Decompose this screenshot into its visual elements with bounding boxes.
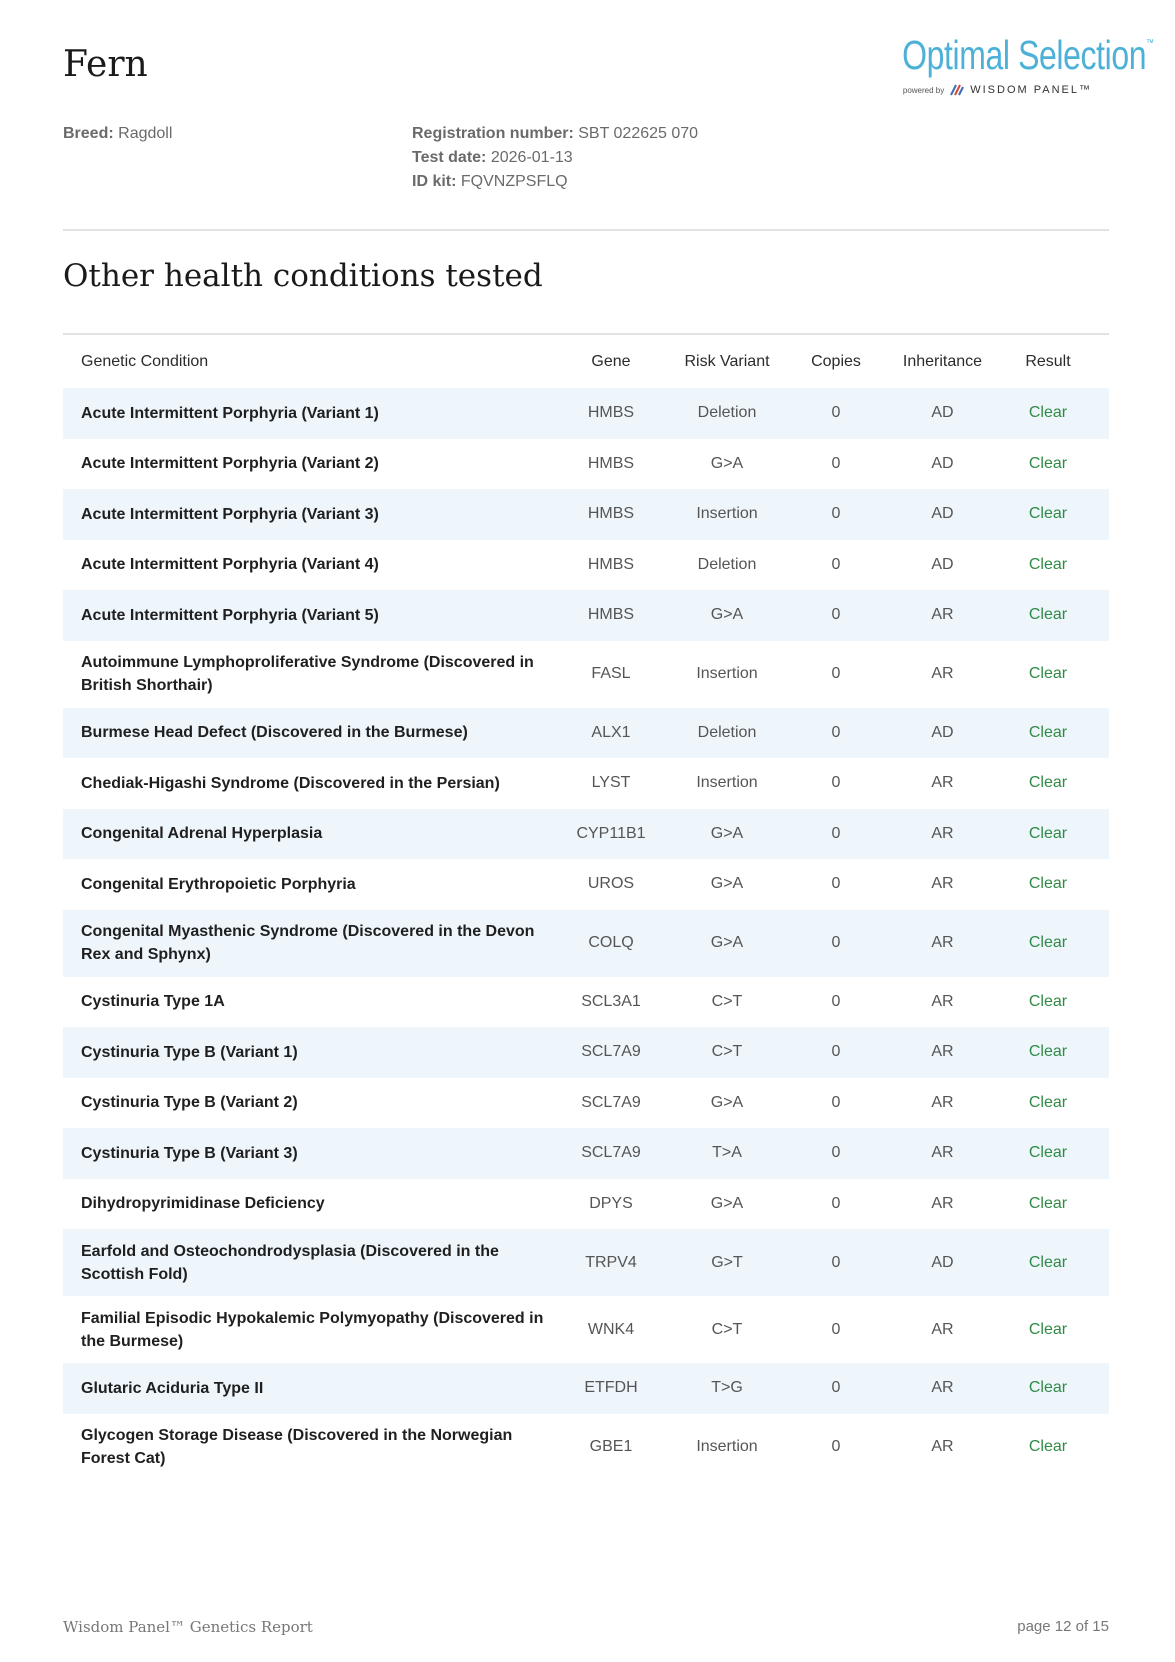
cell-risk-variant: G>A bbox=[710, 875, 744, 893]
cell-inheritance: AR bbox=[931, 934, 954, 951]
divider bbox=[63, 229, 1109, 231]
cell-condition: Glycogen Storage Disease (Discovered in the Norwegian Forest Cat) bbox=[81, 1427, 513, 1467]
table-row bbox=[63, 641, 1109, 708]
cell-risk-variant: Deletion bbox=[697, 555, 757, 573]
cell-result: Clear bbox=[1028, 1144, 1068, 1162]
cell-inheritance: AD bbox=[931, 1253, 954, 1271]
cell-gene: CYP11B1 bbox=[576, 824, 646, 842]
cell-copies: 0 bbox=[831, 505, 841, 523]
cell-result: Clear bbox=[1028, 1194, 1068, 1212]
test-date-value: 2026-01-13 bbox=[490, 149, 573, 166]
cell-gene: ETFDH bbox=[584, 1379, 638, 1397]
footer-page-number: page 12 of 15 bbox=[1017, 1618, 1109, 1635]
cell-result: Clear bbox=[1028, 774, 1068, 792]
logo-trademark: ™ bbox=[1146, 38, 1154, 49]
cell-copies: 0 bbox=[831, 1194, 841, 1212]
cell-inheritance: AR bbox=[931, 875, 954, 893]
table-row bbox=[63, 439, 1109, 490]
cell-gene: DPYS bbox=[589, 1194, 633, 1212]
cell-result: Clear bbox=[1028, 665, 1068, 682]
cell-result: Clear bbox=[1028, 934, 1068, 951]
cell-gene: WNK4 bbox=[587, 1320, 635, 1338]
table-body bbox=[63, 388, 1109, 1481]
cell-inheritance: AR bbox=[931, 606, 954, 624]
pet-name: Fern bbox=[63, 44, 148, 85]
table-row bbox=[63, 1027, 1109, 1078]
cell-risk-variant: Insertion bbox=[696, 665, 758, 682]
cell-gene: LYST bbox=[591, 774, 631, 792]
cell-inheritance: AD bbox=[931, 505, 954, 523]
table-row bbox=[63, 1078, 1109, 1129]
header-result: Result bbox=[1025, 352, 1071, 370]
cell-result: Clear bbox=[1028, 1043, 1068, 1061]
table-row bbox=[63, 590, 1109, 641]
cell-condition: Autoimmune Lymphoproliferative Syndrome (Discovered in British Shorthair) bbox=[81, 654, 534, 694]
cell-copies: 0 bbox=[831, 824, 841, 842]
cell-condition: Congenital Myasthenic Syndrome (Discovered in the Devon Rex and Sphynx) bbox=[81, 923, 535, 963]
wisdom-panel-mark-icon bbox=[950, 84, 964, 96]
health-conditions-table bbox=[63, 335, 1109, 1481]
cell-risk-variant: Insertion bbox=[696, 505, 758, 523]
cell-condition: Cystinuria Type B (Variant 1) bbox=[81, 1043, 298, 1061]
cell-inheritance: AR bbox=[931, 1320, 954, 1338]
table-row bbox=[63, 758, 1109, 809]
breed-value: Ragdoll bbox=[118, 125, 173, 142]
cell-gene: SCL7A9 bbox=[581, 1043, 641, 1061]
cell-inheritance: AR bbox=[931, 1093, 954, 1111]
cell-risk-variant: G>A bbox=[710, 606, 744, 624]
cell-copies: 0 bbox=[831, 1253, 841, 1271]
cell-copies: 0 bbox=[831, 454, 841, 472]
cell-risk-variant: C>T bbox=[711, 992, 743, 1010]
header-inheritance: Inheritance bbox=[902, 352, 983, 370]
logo-title: Optimal Selection bbox=[902, 32, 1147, 78]
table-row bbox=[63, 708, 1109, 759]
cell-condition: Dihydropyrimidinase Deficiency bbox=[81, 1195, 325, 1213]
cell-inheritance: AD bbox=[931, 555, 954, 573]
cell-inheritance: AR bbox=[931, 992, 954, 1010]
registration-value: SBT 022625 070 bbox=[578, 125, 699, 142]
cell-gene: UROS bbox=[587, 875, 635, 893]
table-row bbox=[63, 1128, 1109, 1179]
cell-condition: Earfold and Osteochondrodysplasia (Discovered in the Scottish Fold) bbox=[81, 1242, 499, 1283]
table-row bbox=[63, 388, 1109, 439]
cell-result: Clear bbox=[1028, 1093, 1068, 1111]
cell-result: Clear bbox=[1028, 555, 1068, 573]
cell-inheritance: AD bbox=[931, 404, 954, 422]
table-row bbox=[63, 489, 1109, 540]
cell-gene: HMBS bbox=[587, 555, 635, 573]
cell-condition: Familial Episodic Hypokalemic Polymyopathy (Discovered in the Burmese) bbox=[81, 1309, 544, 1350]
header-copies: Copies bbox=[811, 352, 861, 370]
cell-risk-variant: G>A bbox=[710, 1194, 744, 1212]
cell-copies: 0 bbox=[831, 1144, 841, 1162]
cell-result: Clear bbox=[1028, 606, 1068, 624]
cell-copies: 0 bbox=[831, 723, 841, 741]
cell-gene: HMBS bbox=[587, 505, 635, 523]
breed-info bbox=[63, 122, 172, 146]
cell-condition: Glutaric Aciduria Type II bbox=[81, 1379, 264, 1397]
cell-inheritance: AR bbox=[931, 1043, 954, 1061]
cell-result: Clear bbox=[1028, 992, 1068, 1010]
table-row bbox=[63, 1363, 1109, 1414]
registration-info bbox=[412, 122, 698, 194]
cell-gene: TRPV4 bbox=[585, 1253, 637, 1271]
cell-result: Clear bbox=[1028, 1253, 1068, 1271]
header-condition: Genetic Condition bbox=[81, 352, 209, 370]
cell-condition: Acute Intermittent Porphyria (Variant 2) bbox=[81, 455, 379, 473]
cell-condition: Acute Intermittent Porphyria (Variant 3) bbox=[81, 505, 379, 523]
cell-risk-variant: T>G bbox=[711, 1379, 743, 1397]
cell-risk-variant: C>T bbox=[711, 1320, 743, 1338]
cell-result: Clear bbox=[1028, 404, 1068, 422]
cell-condition: Burmese Head Defect (Discovered in the Burmese) bbox=[81, 724, 468, 742]
cell-condition: Chediak-Higashi Syndrome (Discovered in the Persian) bbox=[81, 774, 500, 792]
cell-result: Clear bbox=[1028, 505, 1068, 523]
cell-inheritance: AR bbox=[931, 774, 954, 792]
cell-risk-variant: G>A bbox=[710, 824, 744, 842]
cell-gene: ALX1 bbox=[591, 723, 631, 741]
table-row bbox=[63, 1229, 1109, 1296]
cell-inheritance: AR bbox=[931, 1438, 954, 1455]
cell-inheritance: AD bbox=[931, 723, 954, 741]
table-row bbox=[63, 540, 1109, 591]
cell-copies: 0 bbox=[831, 1043, 841, 1061]
cell-copies: 0 bbox=[831, 875, 841, 893]
cell-risk-variant: C>T bbox=[711, 1043, 743, 1061]
id-kit-label: ID kit: bbox=[412, 173, 457, 190]
header-risk-variant: Risk Variant bbox=[684, 352, 770, 370]
cell-risk-variant: G>A bbox=[710, 454, 744, 472]
cell-gene: SCL7A9 bbox=[581, 1093, 641, 1111]
table-row bbox=[63, 977, 1109, 1028]
cell-copies: 0 bbox=[831, 555, 841, 573]
table-row bbox=[63, 809, 1109, 860]
cell-risk-variant: Insertion bbox=[696, 774, 758, 792]
table-row bbox=[63, 1296, 1109, 1363]
logo-powered-by: powered by bbox=[902, 85, 945, 95]
logo-wisdom-panel: WISDOM PANEL™ bbox=[970, 84, 1092, 96]
cell-copies: 0 bbox=[831, 774, 841, 792]
cell-risk-variant: T>A bbox=[712, 1144, 742, 1162]
cell-condition: Cystinuria Type B (Variant 3) bbox=[81, 1144, 298, 1162]
cell-copies: 0 bbox=[831, 606, 841, 624]
cell-copies: 0 bbox=[831, 1379, 841, 1397]
cell-inheritance: AR bbox=[931, 1194, 954, 1212]
cell-gene: COLQ bbox=[588, 934, 634, 951]
cell-condition: Congenital Adrenal Hyperplasia bbox=[81, 825, 323, 843]
table-row bbox=[63, 859, 1109, 910]
section-title: Other health conditions tested bbox=[63, 258, 543, 294]
cell-risk-variant: G>A bbox=[710, 934, 744, 951]
cell-risk-variant: Deletion bbox=[697, 723, 757, 741]
header-gene: Gene bbox=[591, 352, 631, 370]
cell-inheritance: AR bbox=[931, 1379, 954, 1397]
cell-condition: Acute Intermittent Porphyria (Variant 5) bbox=[81, 606, 379, 624]
cell-condition: Cystinuria Type B (Variant 2) bbox=[81, 1094, 298, 1112]
cell-result: Clear bbox=[1028, 1320, 1068, 1338]
optimal-selection-logo bbox=[848, 32, 1154, 102]
table-header bbox=[63, 335, 1109, 388]
cell-condition: Acute Intermittent Porphyria (Variant 4) bbox=[81, 556, 379, 574]
cell-inheritance: AD bbox=[931, 454, 954, 472]
cell-copies: 0 bbox=[831, 1093, 841, 1111]
footer-report-name: Wisdom Panel™ Genetics Report bbox=[63, 1618, 313, 1636]
test-date-label: Test date: bbox=[412, 149, 487, 166]
cell-copies: 0 bbox=[831, 1320, 841, 1338]
table-row bbox=[63, 1414, 1109, 1481]
cell-copies: 0 bbox=[831, 665, 841, 682]
cell-result: Clear bbox=[1028, 454, 1068, 472]
table-row bbox=[63, 1179, 1109, 1230]
cell-risk-variant: G>A bbox=[710, 1093, 744, 1111]
cell-result: Clear bbox=[1028, 1379, 1068, 1397]
cell-inheritance: AR bbox=[931, 665, 954, 682]
cell-gene: FASL bbox=[591, 665, 631, 682]
breed-label: Breed: bbox=[63, 125, 114, 142]
cell-condition: Congenital Erythropoietic Porphyria bbox=[81, 875, 356, 893]
cell-inheritance: AR bbox=[931, 824, 954, 842]
cell-result: Clear bbox=[1028, 723, 1068, 741]
cell-gene: SCL7A9 bbox=[581, 1144, 641, 1162]
cell-result: Clear bbox=[1028, 875, 1068, 893]
cell-risk-variant: Deletion bbox=[697, 404, 757, 422]
cell-copies: 0 bbox=[831, 992, 841, 1010]
cell-condition: Acute Intermittent Porphyria (Variant 1) bbox=[81, 404, 379, 422]
cell-condition: Cystinuria Type 1A bbox=[81, 993, 225, 1011]
cell-gene: GBE1 bbox=[589, 1438, 633, 1455]
cell-gene: HMBS bbox=[587, 404, 635, 422]
id-kit-value: FQVNZPSFLQ bbox=[460, 173, 568, 190]
cell-risk-variant: G>T bbox=[711, 1253, 743, 1271]
registration-label: Registration number: bbox=[412, 125, 574, 142]
cell-gene: HMBS bbox=[587, 606, 635, 624]
cell-gene: SCL3A1 bbox=[581, 992, 641, 1010]
cell-copies: 0 bbox=[831, 934, 841, 951]
cell-result: Clear bbox=[1028, 824, 1068, 842]
cell-copies: 0 bbox=[831, 1438, 841, 1455]
cell-copies: 0 bbox=[831, 404, 841, 422]
table-row bbox=[63, 910, 1109, 977]
cell-gene: HMBS bbox=[587, 454, 635, 472]
cell-result: Clear bbox=[1028, 1438, 1068, 1455]
cell-inheritance: AR bbox=[931, 1144, 954, 1162]
cell-risk-variant: Insertion bbox=[696, 1438, 758, 1455]
